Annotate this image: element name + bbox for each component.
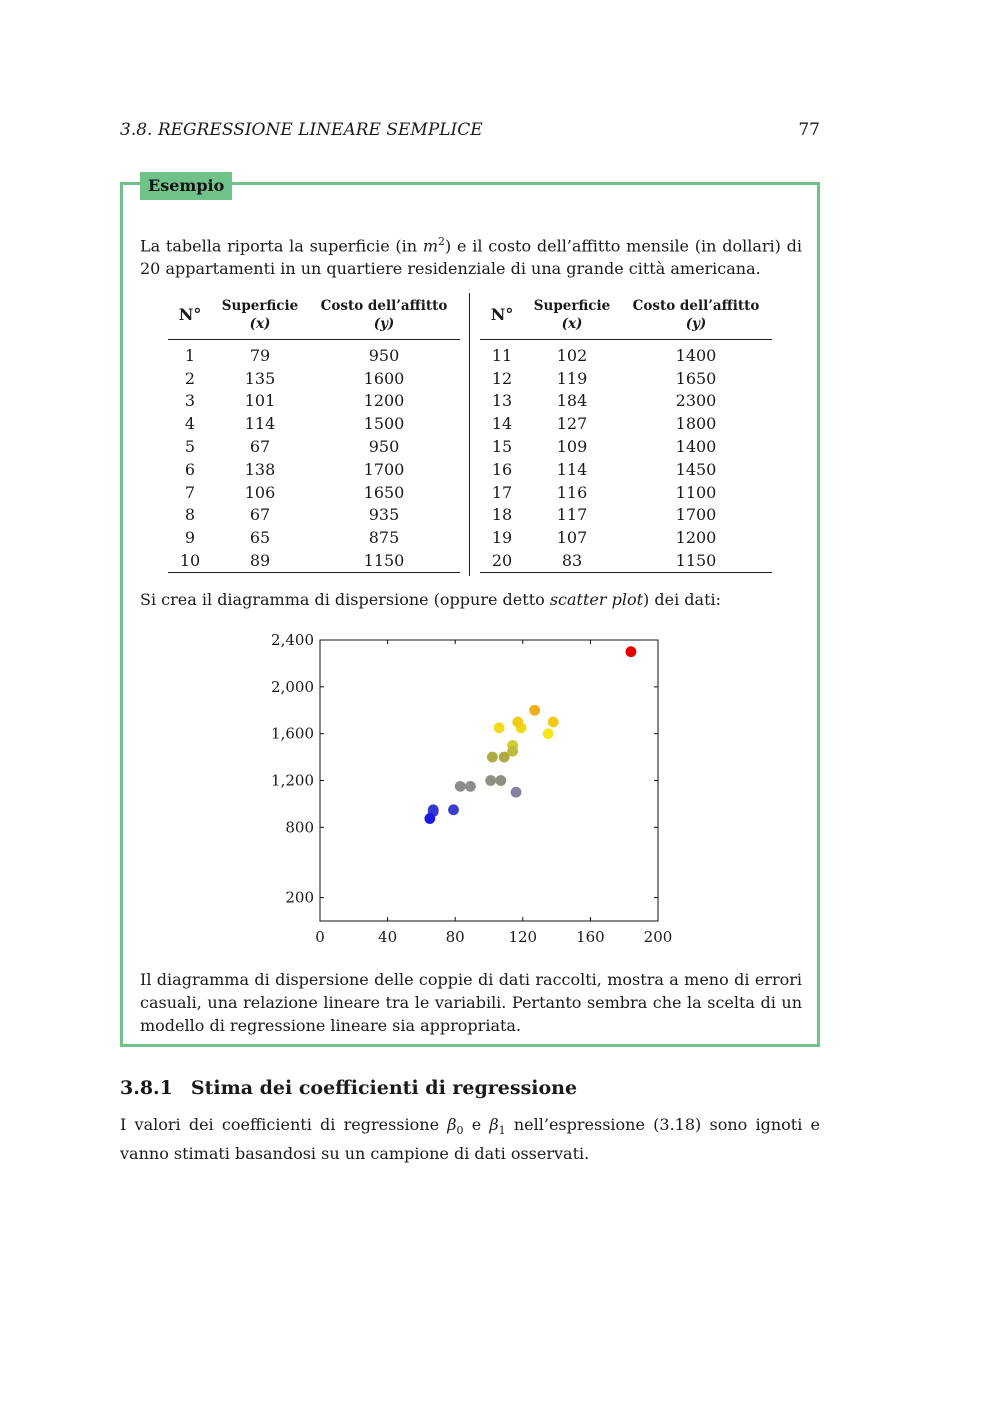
row-number: 7 (184, 482, 196, 502)
row-area: 135 (244, 368, 276, 388)
y-tick-label: 1,200 (271, 771, 314, 790)
row-number: 2 (184, 368, 196, 388)
row-number: 16 (491, 459, 513, 479)
data-table (168, 293, 776, 578)
data-point (494, 723, 504, 733)
header-y: Costo dell’affitto (y) (632, 298, 760, 332)
header-no: N° (178, 305, 202, 324)
table-row (480, 412, 772, 435)
intro-text-1: La tabella riporta la superficie (in (140, 236, 423, 256)
y-tick-label: 200 (285, 888, 314, 907)
data-point (465, 781, 475, 791)
row-area: 83 (561, 551, 583, 571)
row-number: 1 (184, 345, 196, 365)
x-tick-label: 120 (508, 928, 538, 946)
row-rent: 935 (368, 505, 400, 525)
row-number: 11 (491, 345, 513, 365)
row-number: 5 (184, 437, 196, 457)
row-number: 14 (491, 414, 513, 434)
row-area: 65 (249, 528, 271, 548)
table-row (480, 526, 772, 549)
row-rent: 1800 (675, 414, 717, 434)
example-intro (140, 230, 802, 280)
row-number: 8 (184, 505, 196, 525)
table-row (168, 481, 460, 504)
header-y: Costo dell’affitto (y) (320, 298, 448, 332)
x-tick-label: 80 (445, 928, 465, 946)
table-row (168, 390, 460, 413)
row-area: 106 (244, 482, 276, 502)
data-point (487, 752, 497, 762)
row-rent: 2300 (675, 391, 717, 411)
row-number: 20 (491, 551, 513, 571)
table-row (480, 390, 772, 413)
row-area: 101 (244, 391, 276, 411)
intro-sup: 2 (438, 235, 446, 248)
row-area: 102 (556, 345, 588, 365)
row-number: 13 (491, 391, 513, 411)
section-title: Stima dei coefficienti di regressione (190, 1077, 578, 1099)
example-box (120, 176, 820, 1047)
row-area: 79 (249, 345, 271, 365)
intro-text-2: ) e il costo dell’affitto mensile (in dollari) di 20 appartamenti in un quartiere residenziale di una grande città americana. (140, 236, 802, 279)
row-area: 184 (556, 391, 588, 411)
example-conclusion: Il diagramma di dispersione delle coppie di dati raccolti, mostra a meno di errori casuali, una relazione lineare tra le variabili. Pertanto sembra che la scelta di un modello di regressione lineare sia appropriata. (140, 970, 802, 1035)
row-number: 10 (179, 551, 201, 571)
row-number: 4 (184, 414, 196, 434)
y-tick-label: 1,600 (271, 724, 314, 743)
header-x: Superficie (x) (221, 298, 299, 332)
row-rent: 950 (368, 345, 400, 365)
row-area: 119 (556, 368, 588, 388)
row-area: 107 (556, 528, 588, 548)
table-row (480, 367, 772, 390)
table-row (480, 481, 772, 504)
x-tick-label: 0 (315, 928, 325, 946)
table-divider (469, 293, 470, 576)
table-row (168, 504, 460, 527)
row-number: 15 (491, 437, 513, 457)
running-head (120, 120, 820, 142)
data-point (499, 752, 509, 762)
row-rent: 875 (368, 528, 400, 548)
scatter-intro: Si crea il diagramma di dispersione (oppure detto scatter plot) dei dati: (140, 590, 722, 609)
table-right (480, 293, 772, 573)
data-point (530, 705, 540, 715)
data-point (543, 729, 553, 739)
row-number: 12 (491, 368, 513, 388)
table-right-body (480, 340, 772, 573)
row-area: 89 (249, 551, 271, 571)
data-point (511, 787, 521, 797)
row-rent: 1200 (363, 391, 405, 411)
header-x: Superficie (x) (533, 298, 611, 332)
header-no: N° (490, 305, 514, 324)
row-rent: 1200 (675, 528, 717, 548)
example-tag: Esempio (140, 172, 232, 200)
row-rent: 1150 (363, 551, 405, 571)
row-rent: 1400 (675, 345, 717, 365)
y-tick-label: 2,400 (271, 631, 314, 649)
row-rent: 1450 (675, 459, 717, 479)
data-point (449, 805, 459, 815)
x-tick-label: 200 (643, 928, 673, 946)
row-area: 127 (556, 414, 588, 434)
row-area: 67 (249, 505, 271, 525)
section-heading (120, 1077, 577, 1099)
row-area: 114 (556, 459, 588, 479)
data-point (496, 776, 506, 786)
row-rent: 1100 (675, 482, 717, 502)
x-tick-label: 160 (576, 928, 605, 946)
data-point (425, 814, 435, 824)
table-row (168, 526, 460, 549)
row-rent: 1700 (675, 505, 717, 525)
data-point (513, 717, 523, 727)
table-row (480, 458, 772, 481)
row-number: 18 (491, 505, 513, 525)
row-rent: 1150 (675, 551, 717, 571)
row-area: 138 (244, 459, 276, 479)
data-point (486, 776, 496, 786)
row-rent: 1400 (675, 437, 717, 457)
table-row (168, 340, 460, 367)
table-row (480, 435, 772, 458)
y-tick-label: 800 (285, 818, 314, 837)
page-number: 77 (798, 120, 820, 140)
intro-math: m (422, 236, 439, 256)
table-row (168, 412, 460, 435)
table-row (480, 549, 772, 572)
data-point (455, 781, 465, 791)
table-left-body (168, 340, 460, 573)
table-row (168, 549, 460, 572)
row-area: 116 (556, 482, 588, 502)
row-area: 109 (556, 437, 588, 457)
table-row (480, 340, 772, 367)
table-row (168, 435, 460, 458)
row-number: 6 (184, 459, 196, 479)
row-rent: 950 (368, 437, 400, 457)
row-number: 17 (491, 482, 513, 502)
row-rent: 1700 (363, 459, 405, 479)
data-point (548, 717, 558, 727)
row-number: 19 (491, 528, 513, 548)
row-number: 9 (184, 528, 196, 548)
row-rent: 1500 (363, 414, 405, 434)
row-rent: 1600 (363, 368, 405, 388)
y-tick-label: 2,000 (271, 677, 314, 696)
section-paragraph: I valori dei coefficienti di regressione $\beta_0$ e $\beta_1$ nell’espressione (3.18) sono ignoti e vanno stimati basandosi su un campione di dati osservati. (120, 1115, 821, 1164)
row-rent: 1650 (363, 482, 405, 502)
data-point (626, 647, 636, 657)
section-number: 3.8.1 (120, 1077, 173, 1099)
running-head-section: 3.8. REGRESSIONE LINEARE SEMPLICE (120, 120, 483, 140)
row-area: 117 (556, 505, 588, 525)
row-number: 3 (184, 391, 196, 411)
row-rent: 1650 (675, 368, 717, 388)
x-tick-label: 40 (378, 928, 398, 946)
scatter-chart (263, 630, 683, 960)
row-area: 114 (244, 414, 276, 434)
table-row (480, 504, 772, 527)
row-area: 67 (249, 437, 271, 457)
data-point (508, 746, 518, 756)
table-row (168, 367, 460, 390)
table-left (168, 293, 460, 573)
table-row (168, 458, 460, 481)
